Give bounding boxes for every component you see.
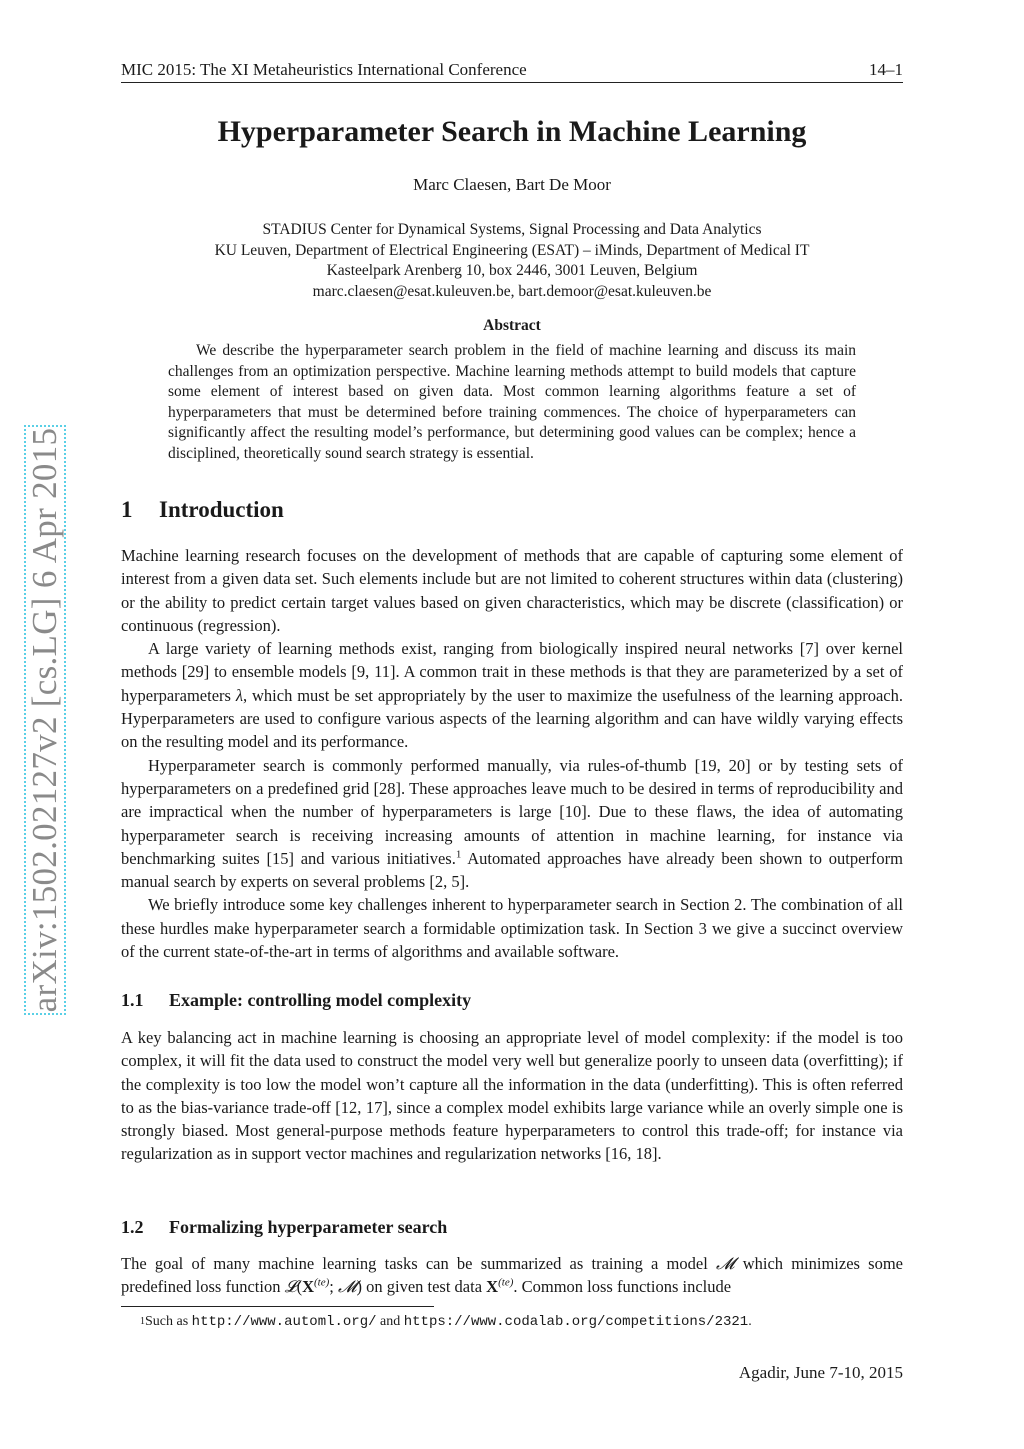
paper-title: Hyperparameter Search in Machine Learning [217, 115, 807, 148]
paragraph-text: Automated approaches have already been shown to outperform manual search by experts on several problems [2, 5]. [121, 848, 903, 892]
footnote-divider [121, 1306, 434, 1307]
section-number: 1 [121, 497, 133, 522]
abstract-heading: Abstract [483, 317, 541, 334]
authors: Marc Claesen, Bart De Moor [413, 175, 611, 194]
paragraph-text: , which must be set appropriately by the user to maximize the usefulness of the learning approach. Hyperparameters are used to configure various aspects of the learning algorithm and can have wildly varying effects on the resulting model and its performance. [121, 685, 903, 752]
abstract-text: We describe the hyperparameter search problem in the field of machine learning and discuss its main challenges from an optimization perspective. Machine learning methods attempt to build models that capture some element of interest based on given data. Most common learning algorithms feature a set of hyperparameters that must be determined before training commences. The choice of hyperparameters can significantly affect the resulting model’s performance, but determining good values can be complex; hence a disciplined, theoretically sound search strategy is essential. [168, 342, 856, 462]
subsection-number: 1.2 [121, 1217, 144, 1237]
subsection-1-1-body [121, 1026, 903, 1166]
paragraph-text: The goal of many machine learning tasks can be summarized as training a model [121, 1254, 716, 1273]
introduction-body [121, 544, 903, 963]
subsection-heading-1-1 [121, 990, 471, 1011]
paragraph-text: A large variety of learning methods exist, ranging from biologically inspired neural networks [7] over kernel methods [29] to ensemble models [9, 11]. A common trait in these methods is that they are parameterized by a set of hyperparameters [121, 639, 903, 705]
running-header [121, 58, 903, 83]
subsection-title: Formalizing hyperparameter search [169, 1217, 448, 1237]
subsection-number: 1.1 [121, 990, 144, 1010]
affiliation-line: KU Leuven, Department of Electrical Engineering (ESAT) – iMinds, Department of Medical IT [214, 241, 810, 259]
loss-symbol: 𝓛 [284, 1277, 297, 1297]
affiliation-block [0, 220, 1024, 302]
model-symbol: 𝓜 [338, 1277, 357, 1297]
paragraph-text: on given test data [361, 1277, 487, 1297]
lambda-symbol: λ [235, 685, 243, 705]
paragraph: We briefly introduce some key challenges inherent to hyperparameter search in Section 2. The combination of all these hurdles make hyperparameter search a formidable optimization task. In Section 3 we give a succinct overview of the current state-of-the-art in terms of algorithms and available software. [121, 895, 903, 962]
subsection-title: Example: controlling model complexity [169, 990, 472, 1010]
test-superscript: (te) [498, 1276, 514, 1289]
footnote-text: . [748, 1314, 752, 1329]
footnote [121, 1313, 903, 1331]
footnote-reference[interactable]: 1 [455, 848, 462, 861]
test-data-symbol: X [302, 1277, 315, 1297]
paragraph-text: . Common loss functions include [513, 1277, 732, 1297]
affiliation-line: Kasteelpark Arenberg 10, box 2446, 3001 Leuven, Belgium [326, 262, 698, 279]
automl-link[interactable]: http://www.automl.org/ [191, 1314, 377, 1330]
section-title: Introduction [159, 497, 284, 522]
affiliation-line: STADIUS Center for Dynamical Systems, Signal Processing and Data Analytics [262, 221, 762, 238]
paragraph-text: which minimizes some predefined loss function [121, 1254, 903, 1297]
footnote-text: and [376, 1314, 404, 1329]
footer-venue-date: Agadir, June 7-10, 2015 [738, 1363, 903, 1382]
section-heading-introduction [121, 497, 284, 523]
author-emails[interactable]: marc.claesen@esat.kuleuven.be, bart.demoor@esat.kuleuven.be [312, 282, 712, 300]
paragraph: A key balancing act in machine learning is choosing an appropriate level of model complexity: if the model is too complex, it will fit the data used to construct the model very well but generalize poorly to unseen data (overfitting); if the complexity is too low the model won’t capture all the information in the data (underfitting). This is often referred to as the bias-variance trade-off [12, 17], since a complex model exhibits large variance while an overly simple one is strongly biased. Most general-purpose methods feature hyperparameters to control this trade-off; for instance via regularization as in support vector machines and regularization networks [16, 18]. [121, 1028, 903, 1164]
model-symbol: 𝓜 [716, 1254, 735, 1273]
codalab-link[interactable]: https://www.codalab.org/competitions/2321 [403, 1314, 749, 1330]
footnote-text: Such as [145, 1314, 192, 1329]
test-data-symbol: X [486, 1277, 499, 1297]
paragraph [121, 637, 903, 753]
paragraph-text: Hyperparameter search is commonly performed manually, via rules-of-thumb [19, 20] or by testing sets of hyperparameters on a predefined grid [28]. These approaches leave much to be desired in terms of reproducibility and are impractical when the number of hyperparameters is large [10]. Due to these flaws, the idea of automating hyperparameter search is receiving increasing amounts of attention in machine learning, for instance via benchmarking suites [15] and various initiatives. [121, 755, 903, 868]
footnote-mark: 1 [140, 1316, 145, 1327]
paragraph: Machine learning research focuses on the development of methods that are capable of capturing some element of interest from a given data set. Such elements include but are not limited to coherent structures within data (clustering) or the ability to predict certain target values based on given characteristics, which may be discrete (classification) or continuous (regression). [121, 546, 903, 635]
conference-name: MIC 2015: The XI Metaheuristics International Conference [121, 60, 527, 79]
arxiv-stamp[interactable] [24, 425, 66, 1015]
test-superscript: (te) [314, 1276, 330, 1289]
paragraph [121, 754, 903, 894]
subsection-1-2-body [121, 1252, 903, 1299]
arxiv-identifier[interactable]: arXiv:1502.02127v2 [cs.LG] 6 Apr 2015 [25, 427, 64, 1013]
subsection-heading-1-2 [121, 1217, 447, 1238]
page-number: 14–1 [869, 60, 903, 79]
paragraph: The goal of many machine learning tasks can be summarized as training a model 𝓜 which minimizes some predefined loss function $𝓛(X^{(te)}$; 𝓜) on given test data $X^{(te)}$. Common loss functions include [121, 1254, 903, 1297]
